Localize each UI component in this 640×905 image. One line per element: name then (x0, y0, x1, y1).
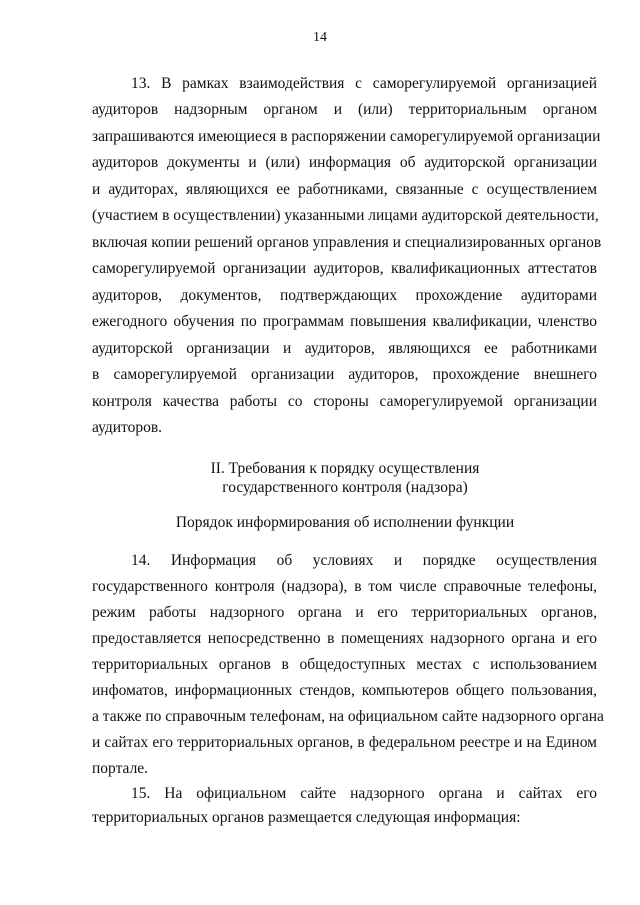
paragraph-line: аудиторов документы и (или) информация об аудиторской организации (92, 154, 597, 171)
page-number: 14 (313, 30, 327, 45)
paragraph-line: предоставляется непосредственно в помещениях надзорного органа и его (92, 630, 597, 647)
paragraph-line: включая копии решений органов управления и специализированных органов (92, 234, 602, 251)
paragraph-line: государственного контроля (надзора), в том числе справочные телефоны, (92, 578, 597, 595)
paragraph-line: портале. (92, 760, 149, 777)
paragraph-line: 15. На официальном сайте надзорного органа и сайтах его (131, 785, 597, 802)
paragraph-line: и аудиторах, являющихся ее работниками, связанные с осуществлением (92, 181, 597, 198)
section-title: II. Требования к порядку осуществления (210, 460, 480, 477)
paragraph-line: режим работы надзорного органа и его территориальных органов, (92, 604, 597, 621)
paragraph-line: контроля качества работы со стороны саморегулируемой организации (92, 393, 597, 410)
paragraph-line: территориальных органов размещается следующая информация: (92, 809, 521, 826)
paragraph-line: 13. В рамках взаимодействия с саморегулируемой организацией (131, 75, 597, 92)
paragraph-line: аудиторской организации и аудиторов, являющихся ее работниками (92, 340, 597, 357)
paragraph-line: аудиторов, документов, подтверждающих прохождение аудиторами (92, 287, 597, 304)
paragraph-line: и сайтах его территориальных органов, в федеральном реестре и на Едином (92, 734, 597, 751)
paragraph-line: саморегулируемой организации аудиторов, квалификационных аттестатов (92, 260, 597, 277)
paragraph-line: в саморегулируемой организации аудиторов, прохождение внешнего (92, 366, 597, 383)
paragraph-line: ежегодного обучения по программам повышения квалификации, членство (92, 313, 597, 330)
paragraph-line: территориальных органов в общедоступных местах с использованием (92, 656, 597, 673)
paragraph-line: запрашиваются имеющиеся в распоряжении саморегулируемой организации (92, 128, 601, 145)
paragraph-line: а также по справочным телефонам, на официальном сайте надзорного органа (92, 708, 604, 725)
subsection-title: Порядок информирования об исполнении функции (175, 514, 515, 531)
paragraph-line: 14. Информация об условиях и порядке осуществления (131, 552, 597, 569)
section-title-continued: государственного контроля (надзора) (222, 479, 468, 496)
paragraph-line: (участием в осуществлении) указанными лицами аудиторской деятельности, (92, 207, 599, 224)
paragraph-line: инфоматов, информационных стендов, компьютеров общего пользования, (92, 682, 597, 699)
paragraph-line: аудиторов надзорным органом и (или) территориальным органом (92, 101, 597, 118)
paragraph-line: аудиторов. (92, 419, 163, 436)
